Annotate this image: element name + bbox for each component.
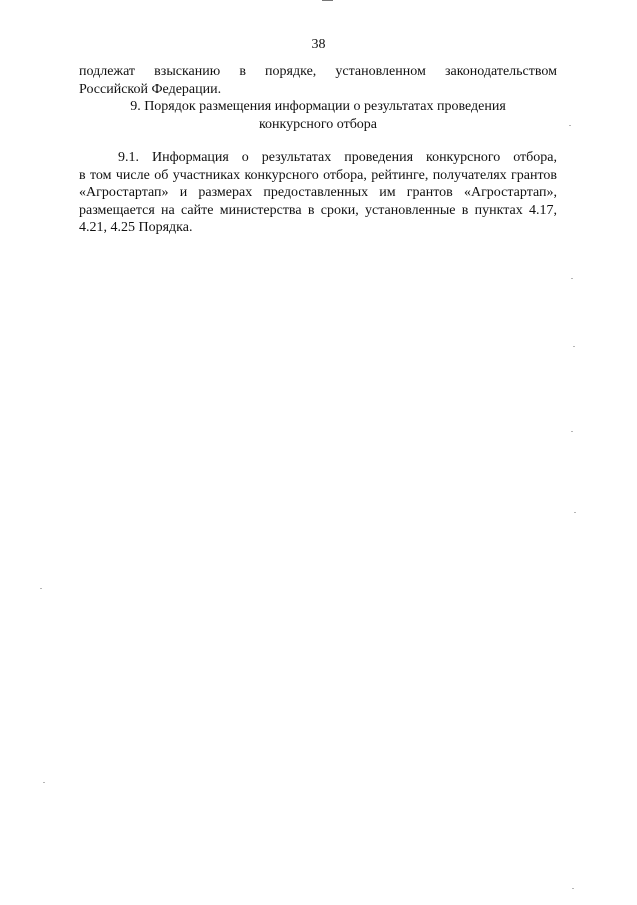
scan-speck: [40, 588, 42, 589]
paragraph-9-1: [79, 149, 557, 237]
continuation-line: Российской Федерации.: [79, 81, 222, 97]
scan-speck: [43, 782, 45, 783]
scan-speck: [573, 346, 575, 347]
section-heading-line: 9. Порядок размещения информации о результатах проведения: [130, 99, 506, 114]
scan-speck: [572, 888, 574, 889]
scan-mark: [322, 0, 333, 1]
section-heading-line: конкурсного отбора: [258, 116, 378, 132]
paragraph-line: в том числе об участниках конкурсного отбора, рейтинге, получателях грантов: [79, 167, 557, 183]
continuation-line: подлежат взысканию в порядке, установленном законодательством: [79, 64, 557, 79]
scan-speck: [571, 431, 573, 432]
scan-speck: [571, 278, 573, 279]
scan-speck: [569, 125, 571, 126]
page-number: 38: [311, 37, 326, 52]
paragraph-line: 4.21, 4.25 Порядка.: [79, 220, 193, 235]
continuation-paragraph: [79, 63, 557, 98]
paragraph-line: размещается на сайте министерства в сроки, установленные в пунктах 4.17,: [79, 202, 557, 218]
paragraph-line: «Агростартап» и размерах предоставленных им грантов «Агростартап»,: [79, 185, 557, 200]
section-heading: [79, 98, 557, 133]
paragraph-line: 9.1. Информация о результатах проведения конкурсного отбора,: [118, 150, 557, 165]
scan-speck: [574, 512, 576, 513]
